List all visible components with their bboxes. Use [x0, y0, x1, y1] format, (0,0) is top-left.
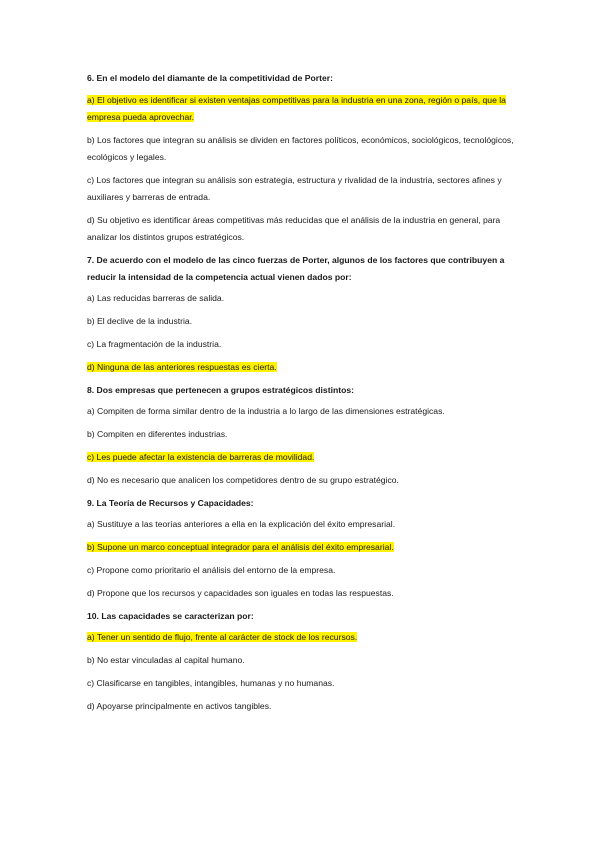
question-title: 7. De acuerdo con el modelo de las cinco fuerzas de Porter, algunos de los factores que contribuyen a reducir la intensidad de la competencia actual vienen dados por: — [87, 255, 505, 282]
option-a — [87, 629, 517, 646]
option-a: a) Compiten de forma similar dentro de la industria a lo largo de las dimensiones estratégicas. — [87, 406, 445, 416]
highlighted-answer: b) Supone un marco conceptual integrador para el análisis del éxito empresarial. — [87, 542, 394, 552]
option-c: c) Clasificarse en tangibles, intangibles, humanas y no humanas. — [87, 678, 335, 688]
question-9 — [87, 495, 517, 602]
highlighted-answer: a) Tener un sentido de flujo, frente al carácter de stock de los recursos. — [87, 632, 358, 642]
question-title: 8. Dos empresas que pertenecen a grupos estratégicos distintos: — [87, 385, 354, 395]
option-d — [87, 359, 517, 376]
option-a: a) Las reducidas barreras de salida. — [87, 293, 225, 303]
question-title: 9. La Teoría de Recursos y Capacidades: — [87, 498, 254, 508]
option-d: d) No es necesario que analicen los competidores dentro de su grupo estratégico. — [87, 475, 399, 485]
question-6 — [87, 70, 517, 246]
question-8 — [87, 382, 517, 489]
question-title: 6. En el modelo del diamante de la competitividad de Porter: — [87, 73, 333, 83]
quiz-content — [87, 70, 517, 721]
option-d: d) Propone que los recursos y capacidades son iguales en todas las respuestas. — [87, 588, 394, 598]
option-b: b) El declive de la industria. — [87, 316, 193, 326]
highlighted-answer: c) Les puede afectar la existencia de barreras de movilidad. — [87, 452, 315, 462]
highlighted-answer: d) Ninguna de las anteriores respuestas es cierta. — [87, 362, 277, 372]
option-b: b) Compiten en diferentes industrias. — [87, 429, 228, 439]
highlighted-answer: a) El objetivo es identificar si existen ventajas competitivas para la industria en una zona, región o país, que la empresa pueda aprovechar. — [87, 95, 506, 122]
option-b: b) No estar vinculadas al capital humano. — [87, 655, 245, 665]
option-d: d) Su objetivo es identificar áreas competitivas más reducidas que el análisis de la industria en general, para analizar los distintos grupos estratégicos. — [87, 215, 501, 242]
question-7 — [87, 252, 517, 376]
option-b — [87, 539, 517, 556]
option-c: c) La fragmentación de la industria. — [87, 339, 222, 349]
option-b: b) Los factores que integran su análisis se dividen en factores políticos, económicos, sociológicos, tecnológicos, ecológicos y legales. — [87, 135, 514, 162]
option-c: c) Propone como prioritario el análisis del entorno de la empresa. — [87, 565, 336, 575]
question-title: 10. Las capacidades se caracterizan por: — [87, 611, 254, 621]
question-10 — [87, 608, 517, 715]
option-a — [87, 92, 517, 126]
option-c: c) Los factores que integran su análisis son estrategia, estructura y rivalidad de la industria, sectores afines y auxiliares y barreras de entrada. — [87, 175, 502, 202]
option-d: d) Apoyarse principalmente en activos tangibles. — [87, 701, 272, 711]
option-c — [87, 449, 517, 466]
option-a: a) Sustituye a las teorías anteriores a ella en la explicación del éxito empresarial. — [87, 519, 396, 529]
